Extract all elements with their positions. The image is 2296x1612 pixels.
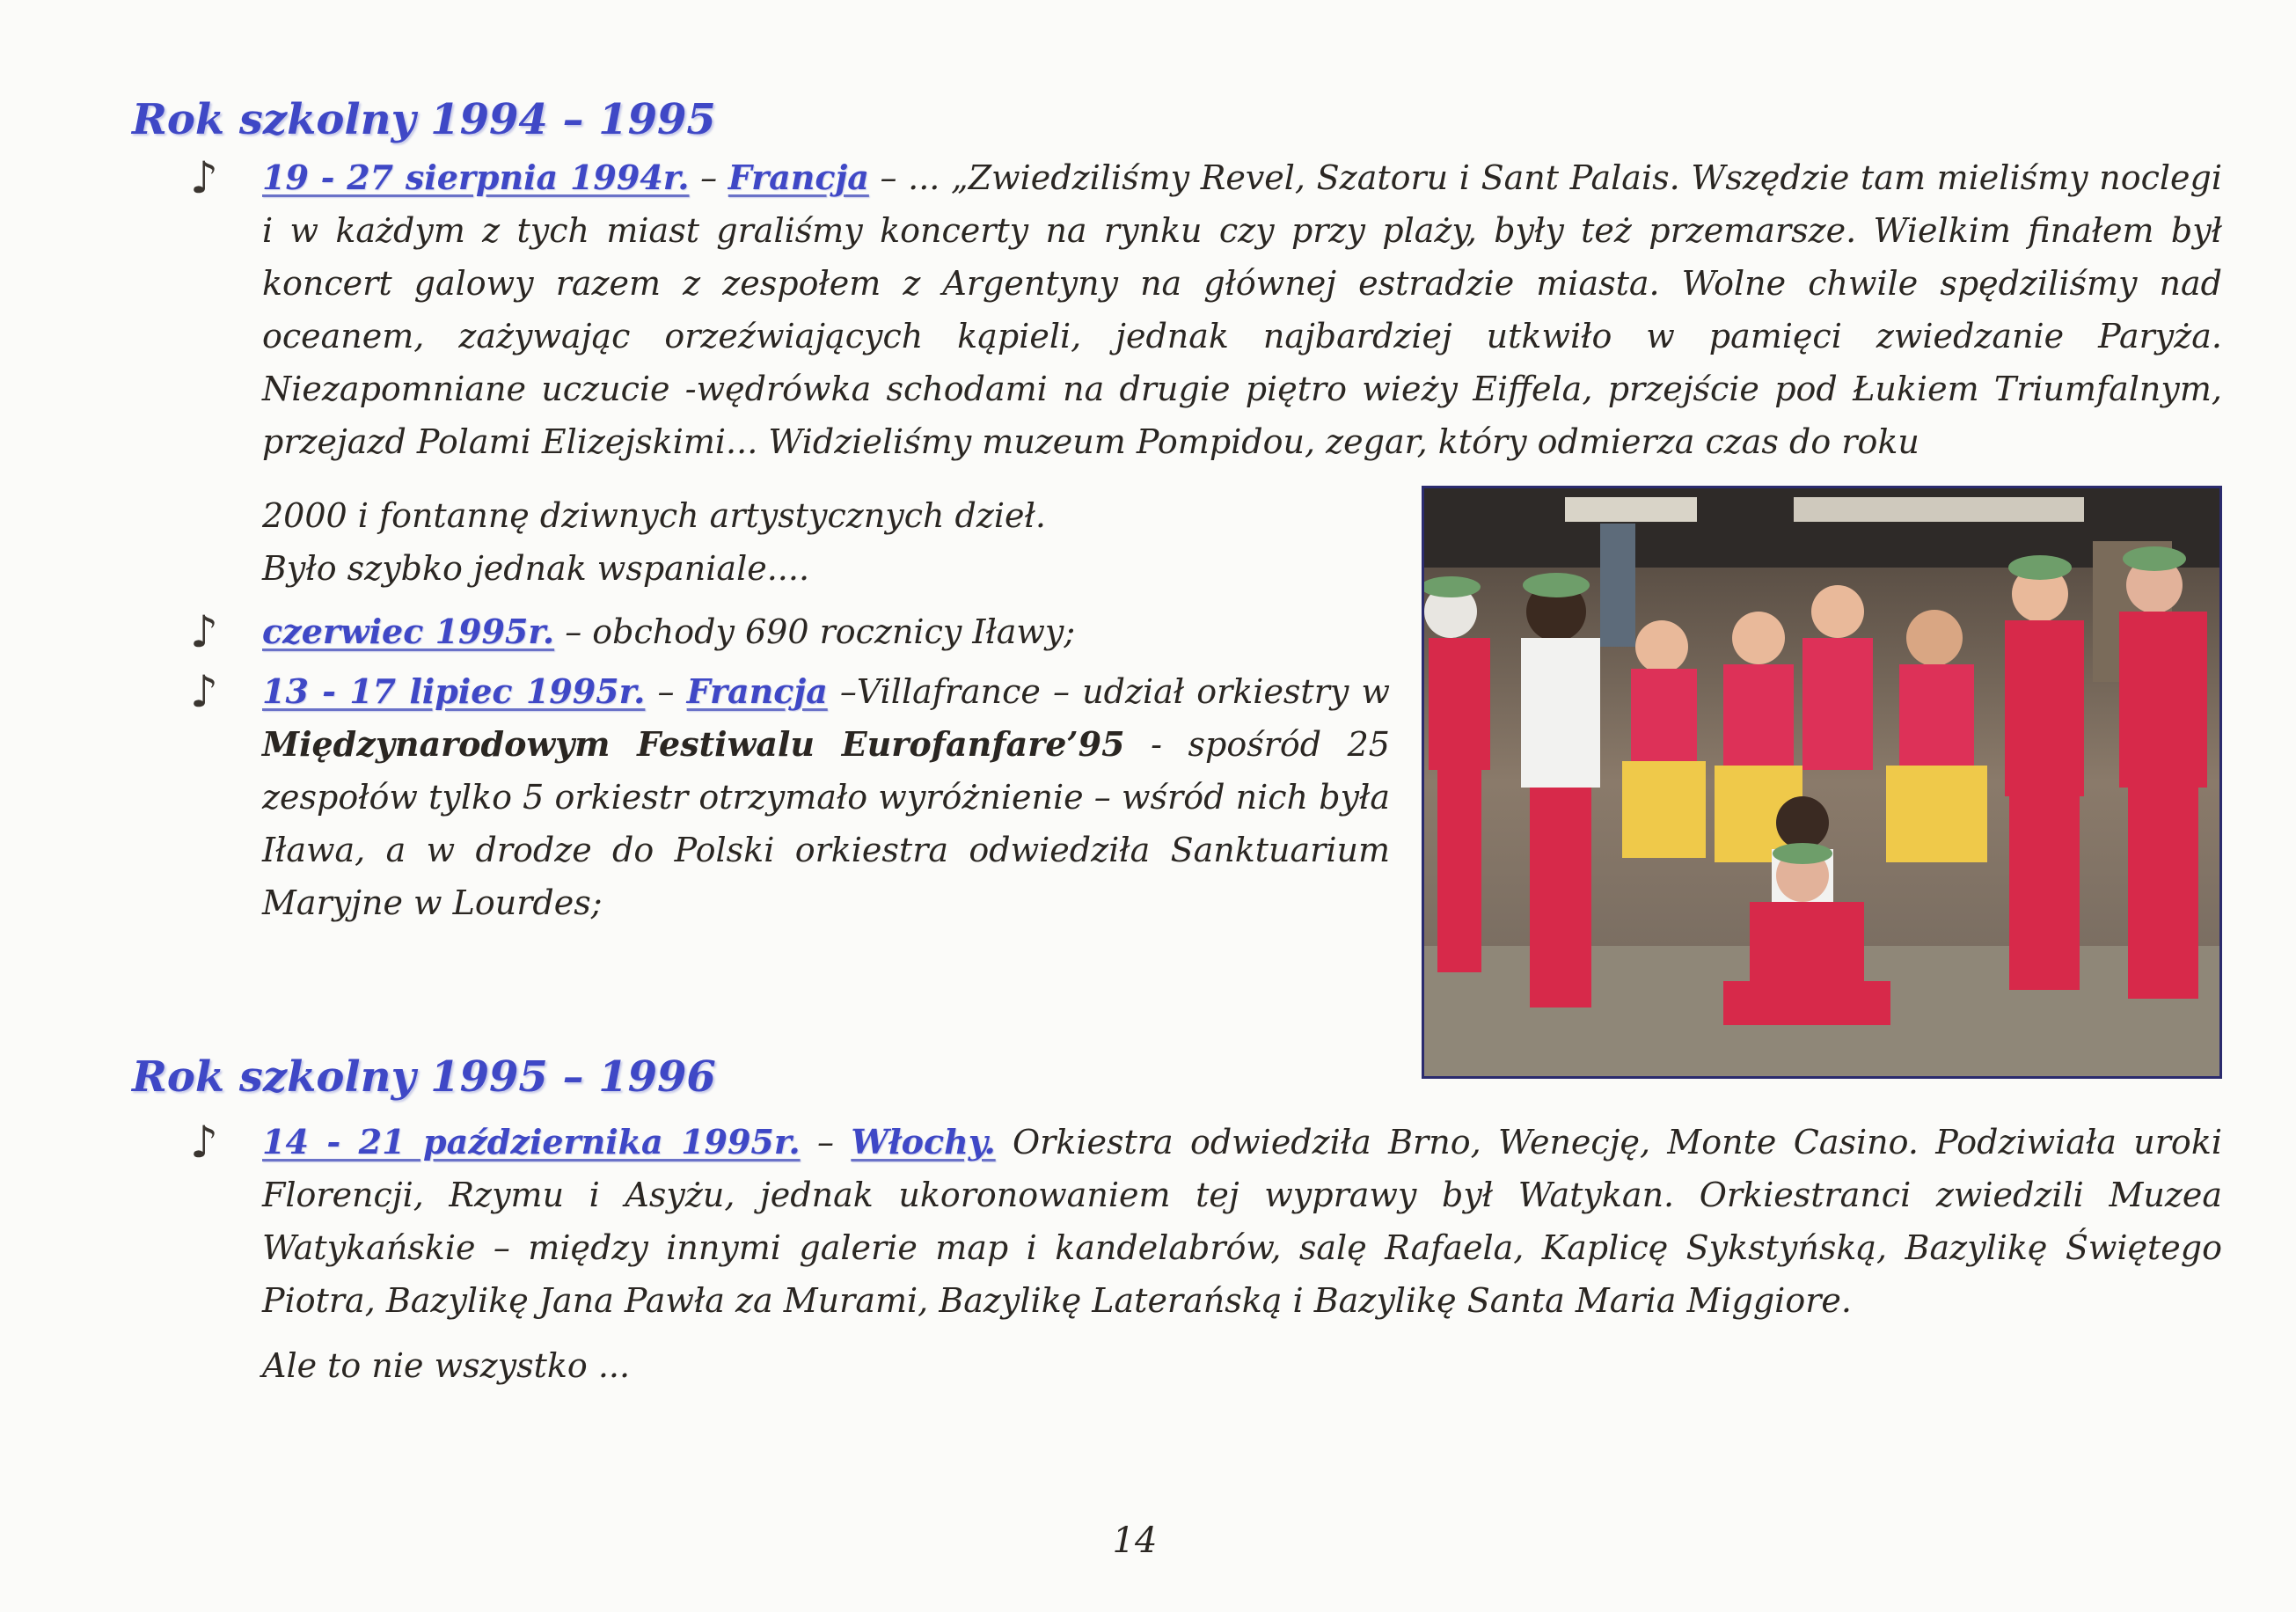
- music-note-icon: ♪: [190, 152, 218, 203]
- entry-country: Francja: [686, 671, 828, 711]
- entry-text: – ... „Zwiedziliśmy Revel, Szatoru i Sant Palais. Wszędzie tam mieliśmy noclegi i w każdym z tych miast graliśmy koncerty na rynku czy przy plaży, były też przemarsze. Wielkim finałem był koncert galowy razem z zespołem z Argentyny na głównej estradzie miasta. Wolne chwile spędziliśmy nad oceanem, zażywając orzeźwiających kąpieli, jednak najbardziej utkwiło w pamięci zwiedzanie Paryża. Niezapomniane uczucie -wędrówka schodami na drugie piętro wieży Eiffela, przejście pod Łukiem Triumfalnym, przejazd Polami Elizejskimi... Widzieliśmy muzeum Pompidou, zegar, który odmierza czas do roku: [262, 158, 2222, 461]
- entry-france-1995: [262, 665, 1390, 929]
- entry-text: - spośród 25 zespołów tylko 5 orkiestr otrzymało wyróżnienie – wśród nich była Iława, a w drodze do Polski orkiestra odwiedziła Sanktuarium Maryjne w Lourdes;: [262, 725, 1390, 922]
- festival-name: Międzynarodowym Festiwalu Eurofanfare’95: [262, 724, 1125, 764]
- entry-france-1994-last-line: 2000 i fontannę dziwnych artystycznych dzieł.: [262, 496, 1046, 535]
- orchestra-photo-image: [1424, 488, 2219, 1076]
- entry-country: Francja: [728, 158, 869, 197]
- page-number: 14: [1112, 1520, 1158, 1561]
- music-note-icon: ♪: [190, 1117, 218, 1168]
- entry-italy-1995-closing: Ale to nie wszystko ...: [262, 1346, 631, 1385]
- entry-text: –Villafrance – udział orkiestry w: [827, 672, 1390, 711]
- entry-date: 13 - 17 lipiec 1995r.: [262, 671, 646, 711]
- orchestra-photo: [1422, 486, 2222, 1079]
- music-note-icon: ♪: [190, 666, 218, 717]
- entry-date: 14 - 21 października 1995r.: [262, 1122, 801, 1161]
- entry-france-1994: [262, 151, 2222, 468]
- entry-june-1995: [262, 605, 1075, 658]
- entry-italy-1995: [262, 1116, 2222, 1327]
- entry-dash: –: [800, 1123, 852, 1161]
- entry-dash: –: [689, 158, 728, 197]
- entry-text: – obchody 690 rocznicy Iławy;: [554, 612, 1076, 651]
- entry-text: Orkiestra odwiedziła Brno, Wenecję, Monte Casino. Podziwiała uroki Florencji, Rzymu i Asyżu, jednak ukoronowaniem tej wyprawy był Watykan. Orkiestranci zwiedzili Muzea Watykańskie – między innymi galerie map i kandelabrów, salę Rafaela, Kaplicę Sykstyńską, Bazylikę Świętego Piotra, Bazylikę Jana Pawła za Murami, Bazylikę Laterańską i Bazylikę Santa Maria Miggiore.: [262, 1123, 2222, 1320]
- entry-date: 19 - 27 sierpnia 1994r.: [262, 158, 690, 197]
- entry-date: czerwiec 1995r.: [262, 612, 555, 651]
- section-heading-1995-1996: Rok szkolny 1995 – 1996: [132, 1052, 716, 1102]
- music-note-icon: ♪: [190, 606, 218, 657]
- entry-france-1994-closing: Było szybko jednak wspaniale....: [262, 549, 810, 588]
- entry-country: Włochy.: [851, 1122, 996, 1161]
- entry-dash: –: [645, 672, 687, 711]
- section-heading-1994-1995: Rok szkolny 1994 – 1995: [132, 95, 716, 144]
